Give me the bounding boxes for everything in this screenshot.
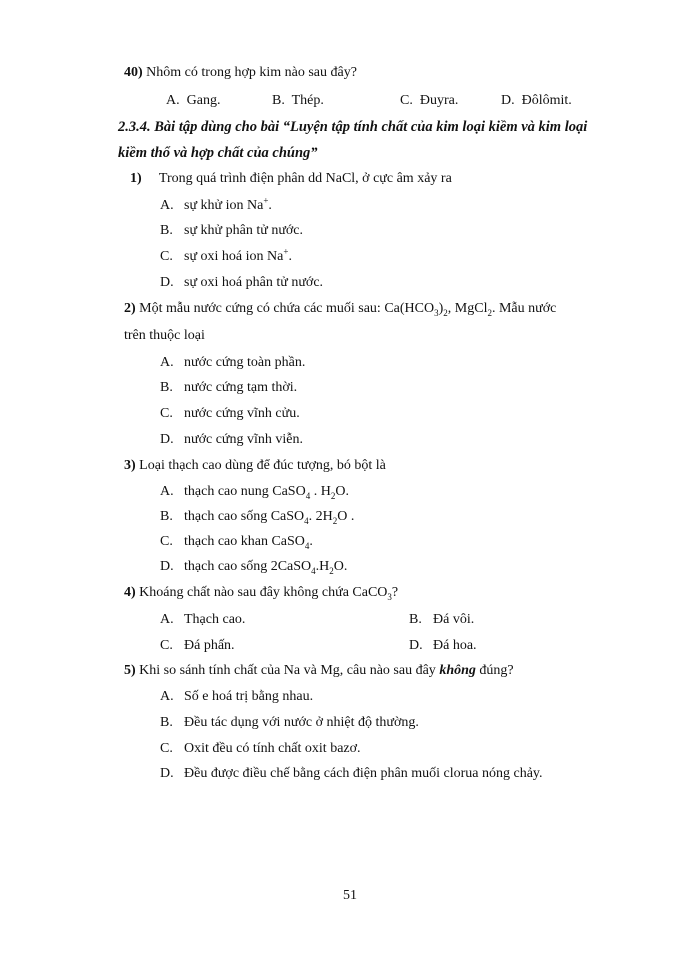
option-text: Đá phấn.	[184, 638, 235, 653]
question-text: , MgCl	[447, 301, 488, 316]
question-number: 2)	[124, 301, 136, 316]
option-letter: A.	[160, 484, 174, 499]
page-number: 51	[343, 888, 357, 903]
option-text: .	[309, 534, 313, 549]
option-b	[160, 222, 303, 240]
option-d	[160, 765, 543, 783]
option-a	[160, 354, 305, 372]
question-2	[124, 300, 556, 318]
option-b	[272, 92, 324, 110]
option-d	[160, 274, 323, 292]
option-a	[160, 197, 272, 215]
option-letter: B.	[160, 509, 173, 524]
option-text: Đều được điều chế bằng cách điện phân muối clorua nóng chảy.	[184, 766, 543, 781]
option-letter: D.	[501, 93, 515, 108]
option-text: O.	[335, 484, 349, 499]
option-letter: C.	[400, 93, 413, 108]
question-text: Nhôm có trong hợp kim nào sau đây?	[146, 65, 357, 80]
option-tail: .	[288, 249, 292, 264]
question-text: ?	[391, 585, 399, 600]
subscript: 3	[434, 307, 439, 318]
option-text: thạch cao sống 2CaSO	[184, 559, 312, 574]
option-d	[160, 558, 347, 576]
question-text: đúng?	[475, 663, 514, 678]
option-text: Đôlômit.	[521, 93, 572, 108]
option-a	[160, 688, 313, 706]
subscript: 3	[387, 591, 392, 602]
option-b	[160, 714, 419, 732]
option-text: Đuyra.	[419, 93, 459, 108]
option-text: nước cứng tạm thời.	[184, 380, 298, 395]
question-text: Một mẫu nước cứng có chứa các muối sau: Ca(HCO	[139, 301, 435, 316]
question-number: 5)	[124, 663, 136, 678]
option-letter: D.	[160, 559, 174, 574]
subscript: 2	[487, 307, 492, 318]
option-text: nước cứng toàn phần.	[184, 355, 306, 370]
option-a	[160, 611, 245, 629]
question-5	[124, 662, 514, 680]
superscript: +	[283, 246, 289, 257]
subscript: 2	[329, 565, 334, 576]
option-letter: A.	[166, 93, 180, 108]
question-number: 3)	[124, 458, 136, 473]
option-letter: A.	[160, 612, 174, 627]
option-letter: C.	[160, 534, 173, 549]
option-letter: B.	[409, 612, 422, 627]
option-text: Gang.	[186, 93, 221, 108]
option-letter: D.	[160, 432, 174, 447]
option-text: sự khử phân tử nước.	[184, 223, 304, 238]
option-letter: A.	[160, 689, 174, 704]
question-number: 1)	[130, 171, 142, 186]
subscript: 4	[304, 515, 309, 526]
subscript: 4	[305, 490, 311, 501]
option-text: Oxit đều có tính chất oxit bazơ.	[184, 741, 361, 756]
option-text: Đá vôi.	[433, 612, 475, 627]
option-text: sự oxi hoá ion Na	[184, 249, 284, 264]
question-text: Loại thạch cao dùng để đúc tượng, bó bột là	[139, 458, 386, 473]
option-text: sự khử ion Na	[184, 198, 264, 213]
option-d	[501, 92, 572, 110]
question-40	[124, 64, 357, 82]
option-text: Đá hoa.	[433, 638, 477, 653]
question-number: 40)	[124, 65, 143, 80]
question-text: Trong quá trình điện phân dd NaCl, ở cực âm xảy ra	[158, 171, 452, 186]
option-c	[160, 637, 235, 655]
question-text: . Mẫu nước	[491, 301, 557, 316]
superscript: +	[263, 195, 269, 206]
option-text: .H	[315, 559, 330, 574]
option-text: Thạch cao.	[184, 612, 246, 627]
question-number: 4)	[124, 585, 136, 600]
option-c	[160, 405, 300, 423]
option-letter: D.	[160, 766, 174, 781]
option-text: thạch cao khan CaSO	[184, 534, 305, 549]
question-2-line2: trên thuộc loại	[124, 328, 205, 343]
option-letter: B.	[160, 380, 173, 395]
subscript: 2	[443, 307, 448, 318]
option-letter: C.	[160, 249, 173, 264]
option-letter: B.	[272, 93, 285, 108]
option-letter: D.	[160, 275, 174, 290]
question-text: Khoáng chất nào sau đây không chứa CaCO	[139, 585, 388, 600]
option-text: nước cứng vĩnh viễn.	[184, 432, 303, 447]
section-heading-line2: kiềm thổ và hợp chất của chúng”	[118, 145, 318, 161]
option-b	[160, 379, 297, 397]
option-text: . 2H	[308, 509, 333, 524]
option-d	[160, 431, 303, 449]
section-heading-line1: 2.3.4. Bài tập dùng cho bài “Luyện tập tính chất của kim loại kiềm và kim loại	[118, 119, 588, 135]
option-letter: A.	[160, 355, 174, 370]
option-a	[160, 483, 349, 501]
option-text: O .	[337, 509, 355, 524]
option-letter: C.	[160, 741, 173, 756]
option-letter: C.	[160, 638, 173, 653]
option-text: nước cứng vĩnh cửu.	[184, 406, 300, 421]
option-text: sự oxi hoá phân tử nước.	[184, 275, 324, 290]
option-text: Đều tác dụng với nước ở nhiệt độ thường.	[184, 715, 419, 730]
option-text: Số e hoá trị bằng nhau.	[184, 689, 314, 704]
subscript: 2	[330, 490, 336, 501]
option-b	[160, 508, 354, 526]
subscript: 4	[311, 565, 316, 576]
option-c	[160, 248, 292, 266]
option-text: O.	[333, 559, 348, 574]
option-letter: C.	[160, 406, 173, 421]
emphasis-word: không	[439, 663, 476, 678]
option-text: Thép.	[291, 93, 324, 108]
option-b	[409, 611, 474, 629]
option-letter: B.	[160, 223, 173, 238]
option-text: thạch cao nung CaSO	[184, 484, 306, 499]
option-c	[160, 533, 313, 551]
option-a	[166, 92, 220, 110]
subscript: 4	[304, 540, 310, 551]
question-text: Khi so sánh tính chất của Na và Mg, câu nào sau đây	[139, 663, 440, 678]
option-d	[409, 637, 477, 655]
option-letter: A.	[160, 198, 174, 213]
option-tail: .	[268, 198, 272, 213]
question-1	[130, 170, 452, 188]
question-4	[124, 584, 398, 602]
option-c	[400, 92, 458, 110]
option-letter: B.	[160, 715, 173, 730]
subscript: 2	[332, 515, 338, 526]
question-3	[124, 457, 386, 475]
option-letter: D.	[409, 638, 423, 653]
option-c	[160, 740, 361, 758]
option-text: thạch cao sống CaSO	[184, 509, 305, 524]
question-text: )	[438, 301, 444, 316]
option-text: . H	[310, 484, 331, 499]
